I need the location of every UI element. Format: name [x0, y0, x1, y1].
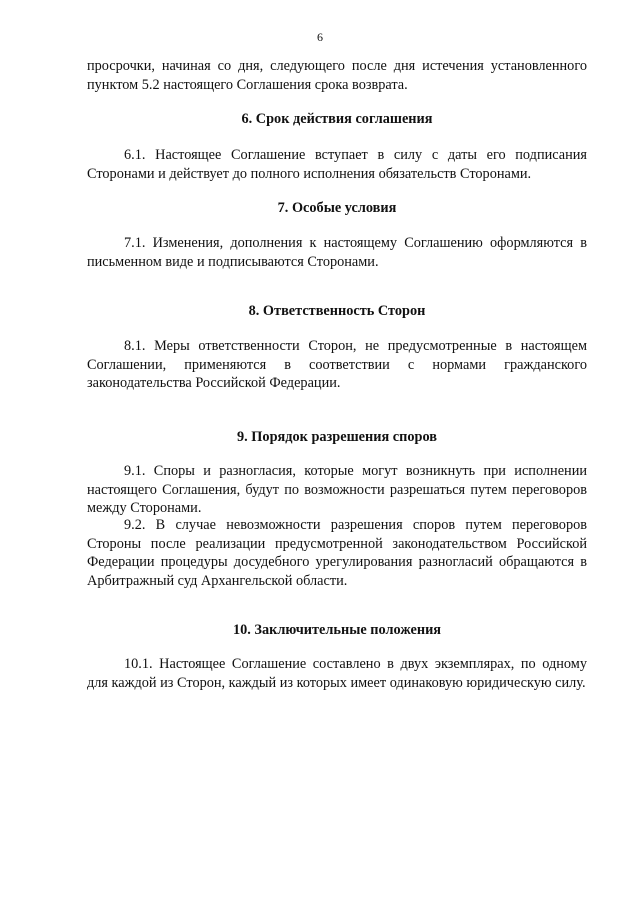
section-9-heading: 9. Порядок разрешения споров	[237, 429, 437, 445]
section-6-paragraph-1: 6.1. Настоящее Соглашение вступает в силу с даты его подписания Сторонами и действует до полного исполнения обязательств Сторонами.	[87, 147, 587, 182]
section-8-heading: 8. Ответственность Сторон	[248, 303, 426, 319]
section-6-heading: 6. Срок действия соглашения	[241, 111, 433, 127]
section-9-paragraph-1: 9.1. Споры и разногласия, которые могут возникнуть при исполнении настоящего Соглашения, будут по возможности разрешаться путем переговоров между Сторонами.	[87, 463, 587, 516]
intro-paragraph: просрочки, начиная со дня, следующего после дня истечения установленного пунктом 5.2 настоящего Соглашения срока возврата.	[87, 58, 587, 93]
section-10-paragraph-1: 10.1. Настоящее Соглашение составлено в двух экземплярах, по одному для каждой из Сторон, каждый из которых имеет одинаковую юридическую силу.	[87, 656, 587, 691]
section-10-heading: 10. Заключительные положения	[232, 622, 442, 638]
section-8-paragraph-1: 8.1. Меры ответственности Сторон, не предусмотренные в настоящем Соглашении, применяются в соответствии с нормами гражданского законодательства Российской Федерации.	[87, 338, 587, 391]
section-7-paragraph-1: 7.1. Изменения, дополнения к настоящему Соглашению оформляются в письменном виде и подписываются Сторонами.	[87, 235, 587, 270]
page-number: 6	[317, 30, 323, 44]
section-9-paragraph-2: 9.2. В случае невозможности разрешения споров путем переговоров Стороны после реализации предусмотренной законодательством Российской Федерации процедуры досудебного урегулирования разногласий обращаются в Арбитражный суд Архангельской области.	[87, 517, 587, 589]
section-7-heading: 7. Особые условия	[277, 200, 397, 216]
